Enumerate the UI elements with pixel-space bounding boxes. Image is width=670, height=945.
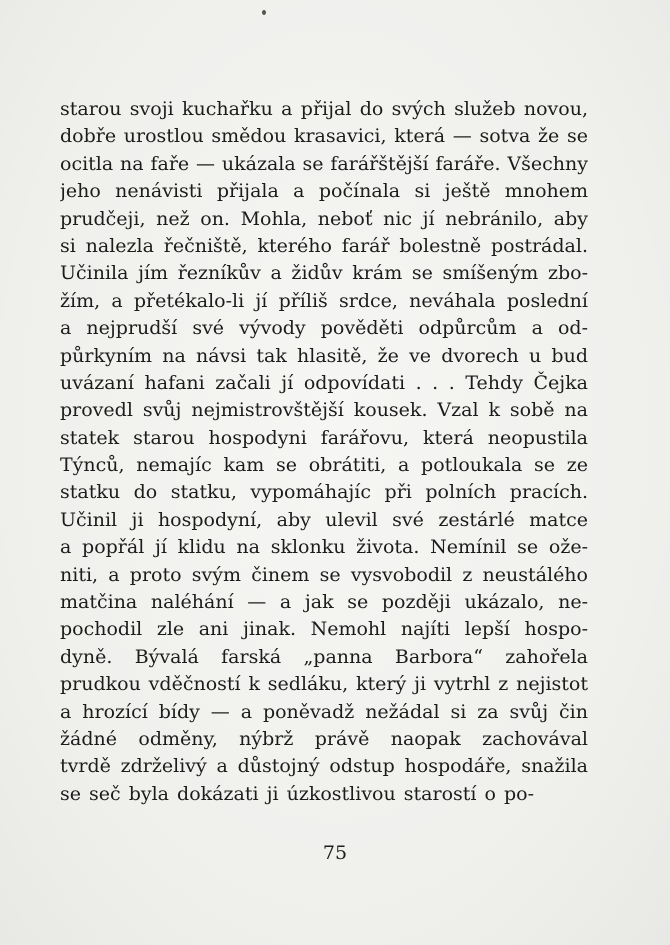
text-line-21: dyně. Bývalá farská „panna Barbora“ zahořela — [60, 645, 588, 668]
text-line-4: jeho nenávisti přijala a počínala si ještě mnohem — [60, 180, 588, 203]
text-line-12: provedl svůj nejmistrovštější kousek. Vzal k sobě na — [60, 399, 588, 422]
text-line-20: pochodil zle ani jinak. Nemohl najíti lepší hospo- — [60, 618, 588, 641]
text-line-6: si nalezla řečniště, kterého farář bolestně postrádal. — [60, 234, 588, 257]
text-line-15: statku do statku, vypomáhajíc při polních pracích. — [60, 481, 588, 504]
ink-speck — [262, 10, 266, 15]
text-line-7: Učinila jím řezníkův a židův krám se smíšeným zbo- — [60, 262, 588, 285]
text-line-26: se seč byla dokázati ji úzkostlivou starostí o po- — [60, 782, 535, 805]
text-line-22: prudkou vděčností k sedláku, který ji vytrhl z nejistot — [60, 673, 588, 696]
text-line-11: uvázaní hafani začali jí odpovídati . . . Tehdy Čejka — [60, 371, 588, 394]
text-line-8: žím, a přetékalo-li jí příliš srdce, neváhala poslední — [60, 289, 588, 312]
text-line-10: půrkyním na návsi tak hlasitě, že ve dvorech u bud — [60, 344, 588, 367]
text-line-24: žádné odměny, nýbrž právě naopak zachovával — [60, 727, 588, 750]
text-line-23: a hrozící bídy — a poněvadž nežádal si za svůj čin — [60, 700, 588, 723]
text-line-5: prudčeji, než on. Mohla, neboť nic jí nebránilo, aby — [60, 207, 588, 230]
text-line-14: Týnců, nemajíc kam se obrátiti, a potloukala se ze — [60, 454, 588, 477]
body-text — [60, 96, 588, 808]
page-number: 75 — [322, 842, 348, 864]
text-line-2: dobře urostlou smědou krasavici, která — sotva že se — [60, 125, 588, 148]
text-line-16: Učinil ji hospodyní, aby ulevil své zestárlé matce — [60, 508, 588, 531]
text-line-13: statek starou hospodyni farářovu, která neopustila — [60, 426, 588, 449]
text-line-9: a nejprudší své vývody pověděti odpůrcům a od- — [60, 317, 588, 340]
text-line-1: starou svoji kuchařku a přijal do svých služeb novou, — [60, 98, 588, 120]
text-line-19: matčina naléhání — a jak se později ukázalo, ne- — [60, 591, 588, 614]
text-line-18: niti, a proto svým činem se vysvobodil z neustálého — [60, 563, 588, 586]
text-line-25: tvrdě zdrželivý a důstojný odstup hospodáře, snažila — [60, 755, 588, 778]
text-line-3: ocitla na faře — ukázala se farářštější faráře. Všechny — [60, 152, 588, 175]
text-line-17: a popřál jí klidu na sklonku života. Nemínil se ože- — [60, 536, 588, 559]
